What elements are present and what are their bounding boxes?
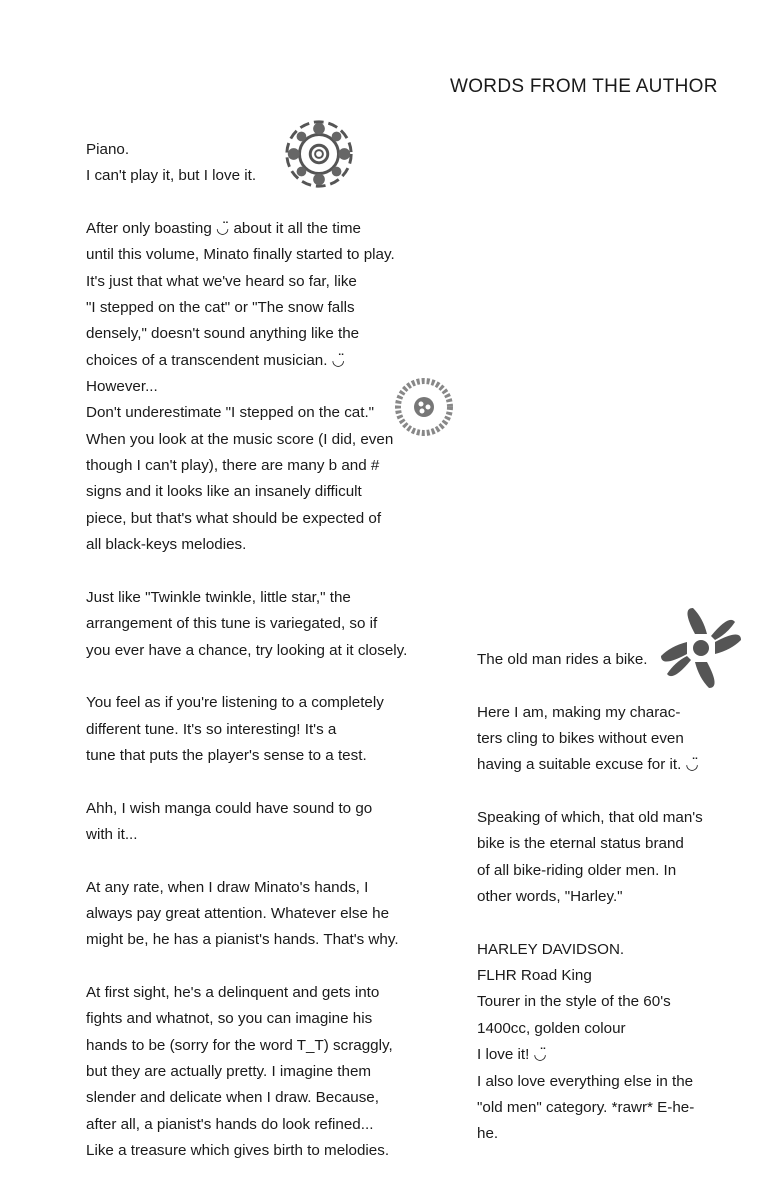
text-line: I can't play it, but I love it.	[86, 167, 257, 185]
paragraph	[477, 805, 703, 910]
text-line: other words, "Harley."	[477, 888, 623, 906]
text-line: Tourer in the style of the 60's	[477, 993, 671, 1011]
text-line: arrangement of this tune is variegated, so if	[86, 615, 378, 633]
text-line: Speaking of which, that old man's	[477, 809, 703, 827]
text-line: you ever have a chance, try looking at it closely.	[86, 641, 408, 659]
text-line: with it...	[86, 825, 138, 843]
paragraph	[86, 216, 407, 558]
page-title: WORDS FROM THE AUTHOR	[450, 76, 718, 97]
text-line: choices of a transcendent musician. ◡̈	[86, 351, 345, 369]
left-column-text	[86, 137, 407, 1191]
paragraph	[86, 585, 407, 664]
text-line: piece, but that's what should be expected of	[86, 509, 382, 527]
text-line: The old man rides a bike.	[477, 651, 648, 668]
text-line: 1400cc, golden colour	[477, 1019, 626, 1037]
text-line: Don't underestimate "I stepped on the cat."	[86, 404, 375, 422]
text-line: Just like "Twinkle twinkle, little star," the	[86, 588, 351, 606]
text-line: At first sight, he's a delinquent and gets into	[86, 984, 380, 1001]
text-line: tune that puts the player's sense to a test.	[86, 746, 367, 764]
text-line: might be, he has a pianist's hands. That's why.	[86, 931, 399, 949]
text-line: You feel as if you're listening to a completely	[86, 694, 384, 712]
text-line: slender and delicate when I draw. Because,	[86, 1089, 379, 1107]
paragraph	[477, 700, 703, 779]
text-line: I also love everything else in the	[477, 1072, 694, 1090]
text-line: hands to be (sorry for the word T_T) scraggly,	[86, 1036, 393, 1054]
paragraph	[86, 796, 407, 849]
text-line: Ahh, I wish manga could have sound to go	[86, 799, 373, 817]
text-line: ters cling to bikes without even	[477, 730, 684, 748]
swirl-flower-ornament-icon	[388, 372, 460, 442]
text-line: signs and it looks like an insanely difficult	[86, 483, 362, 501]
right-column-text	[477, 647, 703, 1174]
paragraph	[86, 137, 407, 190]
text-line: after all, a pianist's hands do look refined...	[86, 1115, 374, 1133]
paragraph	[86, 980, 407, 1164]
paragraph	[86, 690, 407, 769]
text-line: all black-keys melodies.	[86, 536, 247, 554]
text-line: I love it! ◡̈	[477, 1046, 547, 1064]
text-line: Piano.	[86, 141, 130, 158]
paragraph	[477, 937, 703, 1148]
text-line: always pay great attention. Whatever else he	[86, 904, 390, 922]
text-line: After only boasting ◡̈ about it all the time	[86, 220, 361, 238]
text-line: However...	[86, 378, 158, 396]
text-line: though I can't play), there are many b and #	[86, 457, 380, 475]
text-line: It's just that what we've heard so far, like	[86, 272, 357, 290]
text-line: different tune. It's so interesting! It's a	[86, 720, 337, 738]
text-line: "old men" category. *rawr* E-he-	[477, 1098, 695, 1116]
text-line: FLHR Road King	[477, 967, 592, 985]
text-line: Like a treasure which gives birth to melodies.	[86, 1142, 390, 1160]
text-line: bike is the eternal status brand	[477, 835, 684, 853]
text-line: At any rate, when I draw Minato's hands, I	[86, 878, 369, 896]
text-line: until this volume, Minato finally started to play.	[86, 246, 395, 264]
text-line: Here I am, making my charac-	[477, 703, 681, 721]
text-line: "I stepped on the cat" or "The snow falls	[86, 299, 355, 317]
text-line: but they are actually pretty. I imagine them	[86, 1063, 372, 1081]
text-line: HARLEY DAVIDSON.	[477, 940, 625, 958]
text-line: When you look at the music score (I did, even	[86, 430, 394, 448]
text-line: of all bike-riding older men. In	[477, 861, 677, 879]
text-line: having a suitable excuse for it. ◡̈	[477, 756, 699, 774]
lace-flower-ornament-icon	[280, 112, 358, 196]
text-line: densely," doesn't sound anything like the	[86, 325, 360, 343]
sun-flame-ornament-icon	[660, 606, 742, 690]
text-line: he.	[477, 1125, 499, 1143]
text-line: fights and whatnot, so you can imagine his	[86, 1010, 373, 1028]
paragraph	[86, 875, 407, 954]
